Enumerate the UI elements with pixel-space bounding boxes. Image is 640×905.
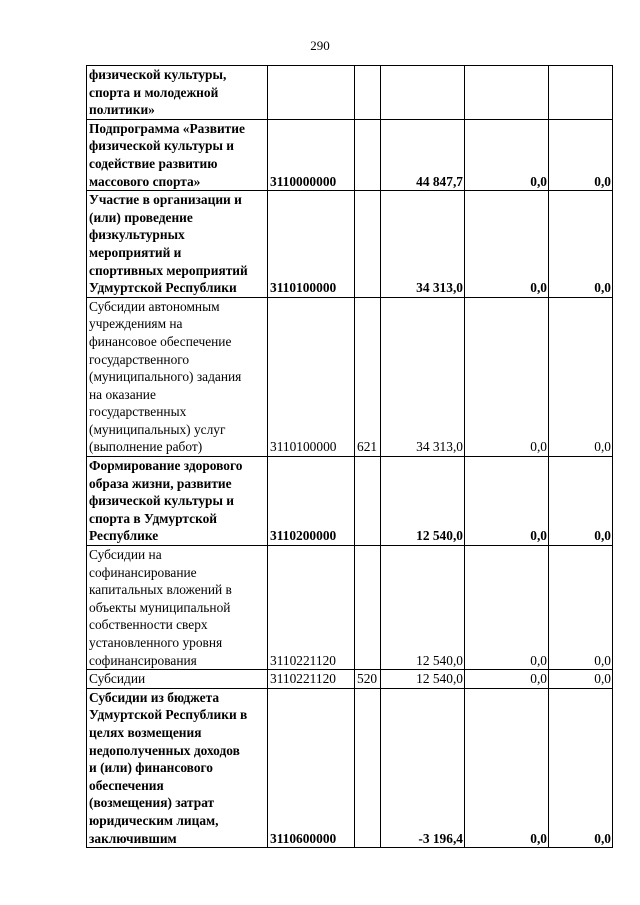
target-code-cell: 3110221120 [268,546,355,670]
amount-cell: 0,0 [465,297,549,456]
amount-cell: 0,0 [465,119,549,190]
target-code-cell: 3110600000 [268,688,355,847]
row-name: Участие в организации и (или) проведение физкультурных мероприятий и спортивных мероприятий Удмуртской Республики [89,192,248,296]
amount-cell: 0,0 [549,546,613,670]
expense-type-cell: 520 [355,670,381,689]
amount-cell [381,66,465,120]
row-name: Субсидии на софинансирование капитальных вложений в объекты муниципальной собственности сверх установленного уровня софинансирования [89,547,232,668]
row-name-cell [87,688,268,847]
row-name: физической культуры, спорта и молодежной политики» [89,67,227,118]
row-name-cell [87,297,268,456]
expense-type-cell [355,546,381,670]
expense-type-cell [355,191,381,298]
amount-cell [549,66,613,120]
row-name-cell [87,191,268,298]
target-code-cell: 3110200000 [268,457,355,546]
amount-cell: 0,0 [465,191,549,298]
target-code-cell: 3110221120 [268,670,355,689]
row-name: Субсидии из бюджета Удмуртской Республики в целях возмещения недополученных доходов и (или) финансового обеспечения (возмещения) затрат юридическим лицам, заключившим [89,689,248,846]
amount-cell: 0,0 [465,457,549,546]
amount-cell: 12 540,0 [381,546,465,670]
expense-type-cell: 621 [355,297,381,456]
row-name: Субсидии автономным учреждениям на финансовое обеспечение государственного (муниципального) задания на оказание государственных (муниципальных) услуг (выполнение работ) [89,298,242,455]
amount-cell [465,66,549,120]
amount-cell: 0,0 [549,191,613,298]
amount-cell: 12 540,0 [381,670,465,689]
expense-type-cell [355,66,381,120]
table-row [87,191,613,298]
amount-cell: 0,0 [549,457,613,546]
table-row [87,297,613,456]
target-code-cell: 3110100000 [268,191,355,298]
expense-type-cell [355,119,381,190]
amount-cell: 44 847,7 [381,119,465,190]
table-row [87,457,613,546]
table-row [87,546,613,670]
amount-cell: 0,0 [465,688,549,847]
amount-cell: 34 313,0 [381,191,465,298]
amount-cell: 34 313,0 [381,297,465,456]
row-name: Подпрограмма «Развитие физической культуры и содействие развитию массового спорта» [89,120,245,189]
table-row [87,119,613,190]
amount-cell: 0,0 [465,670,549,689]
amount-cell: 12 540,0 [381,457,465,546]
target-code-cell: 3110000000 [268,119,355,190]
amount-cell: 0,0 [549,119,613,190]
amount-cell: 0,0 [465,546,549,670]
table-row [87,66,613,120]
target-code-cell [268,66,355,120]
row-name-cell [87,66,268,120]
row-name: Формирование здорового образа жизни, развитие физической культуры и спорта в Удмуртской Республике [89,458,243,544]
row-name-cell [87,670,268,689]
table-row [87,688,613,847]
page-number: 290 [310,38,330,53]
amount-cell: 0,0 [549,297,613,456]
expense-type-cell [355,457,381,546]
target-code-cell: 3110100000 [268,297,355,456]
amount-cell: 0,0 [549,670,613,689]
row-name-cell [87,546,268,670]
row-name: Субсидии [89,671,146,687]
amount-cell: -3 196,4 [381,688,465,847]
table-row [87,670,613,689]
row-name-cell [87,457,268,546]
row-name-cell [87,119,268,190]
budget-table [86,65,613,848]
amount-cell: 0,0 [549,688,613,847]
expense-type-cell [355,688,381,847]
